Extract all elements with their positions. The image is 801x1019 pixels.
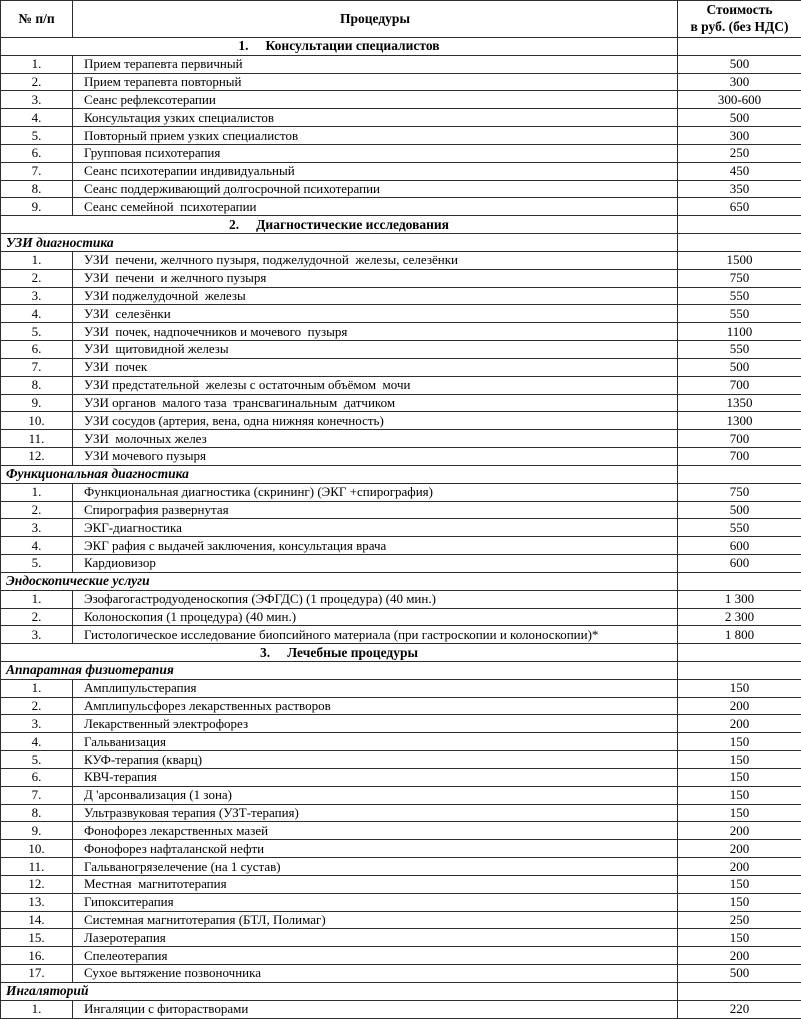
table-row xyxy=(1,448,801,466)
table-row xyxy=(1,875,801,893)
procedure-name: УЗИ почек xyxy=(73,358,678,376)
procedure-name: Повторный прием узких специалистов xyxy=(73,127,678,145)
row-number: 4. xyxy=(1,305,73,323)
procedure-price: 550 xyxy=(678,519,801,537)
table-row xyxy=(1,109,801,127)
row-number: 5. xyxy=(1,323,73,341)
table-row xyxy=(1,840,801,858)
procedure-name: Амплипульсфорез лекарственных растворов xyxy=(73,697,678,715)
subsection-row xyxy=(1,661,801,679)
table-header-row xyxy=(1,1,801,38)
table-row xyxy=(1,751,801,769)
procedure-name: Сеанс поддерживающий долгосрочной психотерапии xyxy=(73,180,678,198)
procedure-price: 550 xyxy=(678,287,801,305)
row-number: 3. xyxy=(1,715,73,733)
row-number: 3. xyxy=(1,287,73,305)
table-row xyxy=(1,804,801,822)
procedure-name: УЗИ сосудов (артерия, вена, одна нижняя конечность) xyxy=(73,412,678,430)
row-number: 10. xyxy=(1,412,73,430)
procedure-name: Колоноскопия (1 процедура) (40 мин.) xyxy=(73,608,678,626)
procedure-price: 600 xyxy=(678,555,801,573)
table-row xyxy=(1,127,801,145)
section-title: Диагностические исследования xyxy=(256,216,449,232)
subsection-heading: УЗИ диагностика xyxy=(1,234,678,252)
table-row xyxy=(1,679,801,697)
empty-price-cell xyxy=(678,216,801,234)
procedure-price: 1100 xyxy=(678,323,801,341)
procedure-name: УЗИ печени и желчного пузыря xyxy=(73,269,678,287)
row-number: 9. xyxy=(1,394,73,412)
row-number: 1. xyxy=(1,1000,73,1018)
procedure-price: 500 xyxy=(678,55,801,73)
row-number: 8. xyxy=(1,804,73,822)
table-row xyxy=(1,376,801,394)
subsection-heading: Ингаляторий xyxy=(1,982,678,1000)
procedure-name: Сеанс семейной психотерапии xyxy=(73,198,678,216)
table-row xyxy=(1,73,801,91)
procedure-name: Амплипульстерапия xyxy=(73,679,678,697)
table-row xyxy=(1,144,801,162)
procedure-price: 300-600 xyxy=(678,91,801,109)
row-number: 11. xyxy=(1,430,73,448)
procedure-name: Гипокситерапия xyxy=(73,893,678,911)
procedure-price: 250 xyxy=(678,144,801,162)
table-row xyxy=(1,269,801,287)
procedure-name: Сухое вытяжение позвоночника xyxy=(73,965,678,983)
procedure-name: Прием терапевта повторный xyxy=(73,73,678,91)
row-number: 6. xyxy=(1,341,73,359)
procedure-name: УЗИ предстательной железы с остаточным объёмом мочи xyxy=(73,376,678,394)
row-number: 4. xyxy=(1,733,73,751)
section-heading xyxy=(1,216,678,234)
subsection-heading: Аппаратная физиотерапия xyxy=(1,661,678,679)
procedure-name: ЭКГ рафия с выдачей заключения, консультация врача xyxy=(73,537,678,555)
table-row xyxy=(1,858,801,876)
table-row xyxy=(1,287,801,305)
procedure-name: Консультация узких специалистов xyxy=(73,109,678,127)
procedure-name: КУФ-терапия (кварц) xyxy=(73,751,678,769)
section-title: Лечебные процедуры xyxy=(287,644,419,660)
table-row xyxy=(1,929,801,947)
table-row xyxy=(1,180,801,198)
procedure-name: ЭКГ-диагностика xyxy=(73,519,678,537)
empty-price-cell xyxy=(678,38,801,56)
row-number: 12. xyxy=(1,448,73,466)
procedure-price: 150 xyxy=(678,786,801,804)
procedure-price: 150 xyxy=(678,679,801,697)
procedure-name: Гальваногрязелечение (на 1 сустав) xyxy=(73,858,678,876)
table-header xyxy=(1,1,801,38)
col-header-num: № п/п xyxy=(1,1,73,38)
row-number: 17. xyxy=(1,965,73,983)
table-row xyxy=(1,626,801,644)
procedure-price: 300 xyxy=(678,127,801,145)
subsection-row xyxy=(1,982,801,1000)
row-number: 9. xyxy=(1,198,73,216)
row-number: 1. xyxy=(1,590,73,608)
procedure-price: 300 xyxy=(678,73,801,91)
row-number: 3. xyxy=(1,519,73,537)
procedure-price: 500 xyxy=(678,965,801,983)
procedure-price: 500 xyxy=(678,501,801,519)
procedure-price: 250 xyxy=(678,911,801,929)
procedure-price: 750 xyxy=(678,483,801,501)
table-row xyxy=(1,394,801,412)
row-number: 2. xyxy=(1,269,73,287)
section-title: Консультации специалистов xyxy=(265,38,440,54)
row-number: 6. xyxy=(1,768,73,786)
subsection-row xyxy=(1,234,801,252)
procedure-name: КВЧ-терапия xyxy=(73,768,678,786)
col-header-procedures: Процедуры xyxy=(73,1,678,38)
procedure-name: Местная магнитотерапия xyxy=(73,875,678,893)
empty-price-cell xyxy=(678,644,801,662)
procedure-name: Д 'арсонвализация (1 зона) xyxy=(73,786,678,804)
row-number: 2. xyxy=(1,697,73,715)
procedure-price: 700 xyxy=(678,430,801,448)
procedure-price: 500 xyxy=(678,358,801,376)
procedure-name: Спирография развернутая xyxy=(73,501,678,519)
procedure-name: Спелеотерапия xyxy=(73,947,678,965)
table-row xyxy=(1,358,801,376)
procedure-price: 550 xyxy=(678,305,801,323)
procedure-price: 150 xyxy=(678,875,801,893)
col-header-cost xyxy=(678,1,801,38)
table-row xyxy=(1,733,801,751)
table-row xyxy=(1,768,801,786)
empty-price-cell xyxy=(678,465,801,483)
procedure-price: 1500 xyxy=(678,251,801,269)
procedure-name: Прием терапевта первичный xyxy=(73,55,678,73)
row-number: 5. xyxy=(1,555,73,573)
table-row xyxy=(1,608,801,626)
procedure-name: Ингаляции с фиторастворами xyxy=(73,1000,678,1018)
procedure-price: 500 xyxy=(678,109,801,127)
col-header-cost-line1: Стоимость xyxy=(706,2,773,18)
procedure-price: 200 xyxy=(678,822,801,840)
table-row xyxy=(1,430,801,448)
procedure-name: УЗИ печени, желчного пузыря, поджелудочной железы, селезёнки xyxy=(73,251,678,269)
row-number: 2. xyxy=(1,608,73,626)
procedure-name: Эзофагогастродуоденоскопия (ЭФГДС) (1 процедура) (40 мин.) xyxy=(73,590,678,608)
procedure-name: Функциональная диагностика (скрининг) (ЭКГ +спирография) xyxy=(73,483,678,501)
procedure-price: 150 xyxy=(678,768,801,786)
row-number: 8. xyxy=(1,180,73,198)
table-row xyxy=(1,893,801,911)
procedure-price: 1 800 xyxy=(678,626,801,644)
procedure-price: 550 xyxy=(678,341,801,359)
row-number: 13. xyxy=(1,893,73,911)
table-row xyxy=(1,555,801,573)
row-number: 5. xyxy=(1,127,73,145)
procedure-price: 450 xyxy=(678,162,801,180)
row-number: 7. xyxy=(1,786,73,804)
procedure-price: 220 xyxy=(678,1000,801,1018)
table-row xyxy=(1,323,801,341)
procedure-price: 700 xyxy=(678,376,801,394)
procedure-name: УЗИ поджелудочной железы xyxy=(73,287,678,305)
table-row xyxy=(1,341,801,359)
procedure-name: Лекарственный электрофорез xyxy=(73,715,678,733)
row-number: 1. xyxy=(1,251,73,269)
table-row xyxy=(1,911,801,929)
procedure-name: УЗИ почек, надпочечников и мочевого пузыря xyxy=(73,323,678,341)
procedure-name: Сеанс психотерапии индивидуальный xyxy=(73,162,678,180)
row-number: 16. xyxy=(1,947,73,965)
procedure-name: Гистологическое исследование биопсийного материала (при гастроскопии и колоноскопии)* xyxy=(73,626,678,644)
row-number: 2. xyxy=(1,73,73,91)
subsection-heading: Эндоскопические услуги xyxy=(1,572,678,590)
procedure-name: Кардиовизор xyxy=(73,555,678,573)
row-number: 12. xyxy=(1,875,73,893)
table-row xyxy=(1,715,801,733)
procedure-name: Системная магнитотерапия (БТЛ, Полимаг) xyxy=(73,911,678,929)
table-row xyxy=(1,519,801,537)
row-number: 7. xyxy=(1,358,73,376)
subsection-heading: Функциональная диагностика xyxy=(1,465,678,483)
table-row xyxy=(1,501,801,519)
row-number: 1. xyxy=(1,483,73,501)
table-row xyxy=(1,965,801,983)
procedure-price: 200 xyxy=(678,715,801,733)
row-number: 14. xyxy=(1,911,73,929)
row-number: 5. xyxy=(1,751,73,769)
table-row xyxy=(1,590,801,608)
table-row xyxy=(1,305,801,323)
procedure-name: Фонофорез лекарственных мазей xyxy=(73,822,678,840)
procedure-price: 200 xyxy=(678,840,801,858)
table-row xyxy=(1,412,801,430)
procedure-name: Фонофорез нафталанской нефти xyxy=(73,840,678,858)
row-number: 8. xyxy=(1,376,73,394)
row-number: 3. xyxy=(1,91,73,109)
procedure-name: УЗИ селезёнки xyxy=(73,305,678,323)
table-row xyxy=(1,1000,801,1018)
procedure-price: 200 xyxy=(678,858,801,876)
table-row xyxy=(1,822,801,840)
table-row xyxy=(1,947,801,965)
procedure-name: УЗИ щитовидной железы xyxy=(73,341,678,359)
procedure-name: Гальванизация xyxy=(73,733,678,751)
procedure-price: 350 xyxy=(678,180,801,198)
table-row xyxy=(1,483,801,501)
procedure-price: 1 300 xyxy=(678,590,801,608)
row-number: 1. xyxy=(1,679,73,697)
row-number: 4. xyxy=(1,109,73,127)
row-number: 1. xyxy=(1,55,73,73)
procedure-name: УЗИ молочных желез xyxy=(73,430,678,448)
subsection-row xyxy=(1,572,801,590)
procedure-name: Лазеротерапия xyxy=(73,929,678,947)
section-number: 2. xyxy=(229,216,240,232)
section-number: 3. xyxy=(259,644,271,660)
subsection-row xyxy=(1,465,801,483)
row-number: 2. xyxy=(1,501,73,519)
procedure-price: 1350 xyxy=(678,394,801,412)
row-number: 15. xyxy=(1,929,73,947)
procedure-price: 750 xyxy=(678,269,801,287)
procedure-price: 200 xyxy=(678,697,801,715)
table-row xyxy=(1,91,801,109)
procedure-price: 1300 xyxy=(678,412,801,430)
row-number: 6. xyxy=(1,144,73,162)
procedure-price: 2 300 xyxy=(678,608,801,626)
row-number: 9. xyxy=(1,822,73,840)
procedure-name: УЗИ мочевого пузыря xyxy=(73,448,678,466)
col-header-cost-line2: в руб. (без НДС) xyxy=(690,19,789,34)
procedure-name: Сеанс рефлексотерапии xyxy=(73,91,678,109)
procedure-price: 650 xyxy=(678,198,801,216)
empty-price-cell xyxy=(678,234,801,252)
table-row xyxy=(1,55,801,73)
procedure-price: 150 xyxy=(678,929,801,947)
table-body xyxy=(1,38,801,1019)
row-number: 4. xyxy=(1,537,73,555)
table-row xyxy=(1,162,801,180)
procedure-price: 150 xyxy=(678,804,801,822)
empty-price-cell xyxy=(678,982,801,1000)
section-row xyxy=(1,644,801,662)
empty-price-cell xyxy=(678,661,801,679)
section-row xyxy=(1,216,801,234)
section-row xyxy=(1,38,801,56)
procedure-name: Ультразвуковая терапия (УЗТ-терапия) xyxy=(73,804,678,822)
procedure-price: 700 xyxy=(678,448,801,466)
table-row xyxy=(1,537,801,555)
procedure-name: Групповая психотерапия xyxy=(73,144,678,162)
row-number: 10. xyxy=(1,840,73,858)
row-number: 11. xyxy=(1,858,73,876)
table-row xyxy=(1,786,801,804)
empty-price-cell xyxy=(678,572,801,590)
procedure-price: 600 xyxy=(678,537,801,555)
table-row xyxy=(1,697,801,715)
row-number: 7. xyxy=(1,162,73,180)
table-row xyxy=(1,251,801,269)
procedure-name: УЗИ органов малого таза трансвагинальным датчиком xyxy=(73,394,678,412)
section-heading xyxy=(1,38,678,56)
procedure-price: 150 xyxy=(678,733,801,751)
section-number: 1. xyxy=(238,38,249,54)
procedure-price: 150 xyxy=(678,751,801,769)
table-row xyxy=(1,198,801,216)
row-number: 3. xyxy=(1,626,73,644)
procedure-price: 200 xyxy=(678,947,801,965)
section-heading xyxy=(1,644,678,662)
procedure-price: 150 xyxy=(678,893,801,911)
